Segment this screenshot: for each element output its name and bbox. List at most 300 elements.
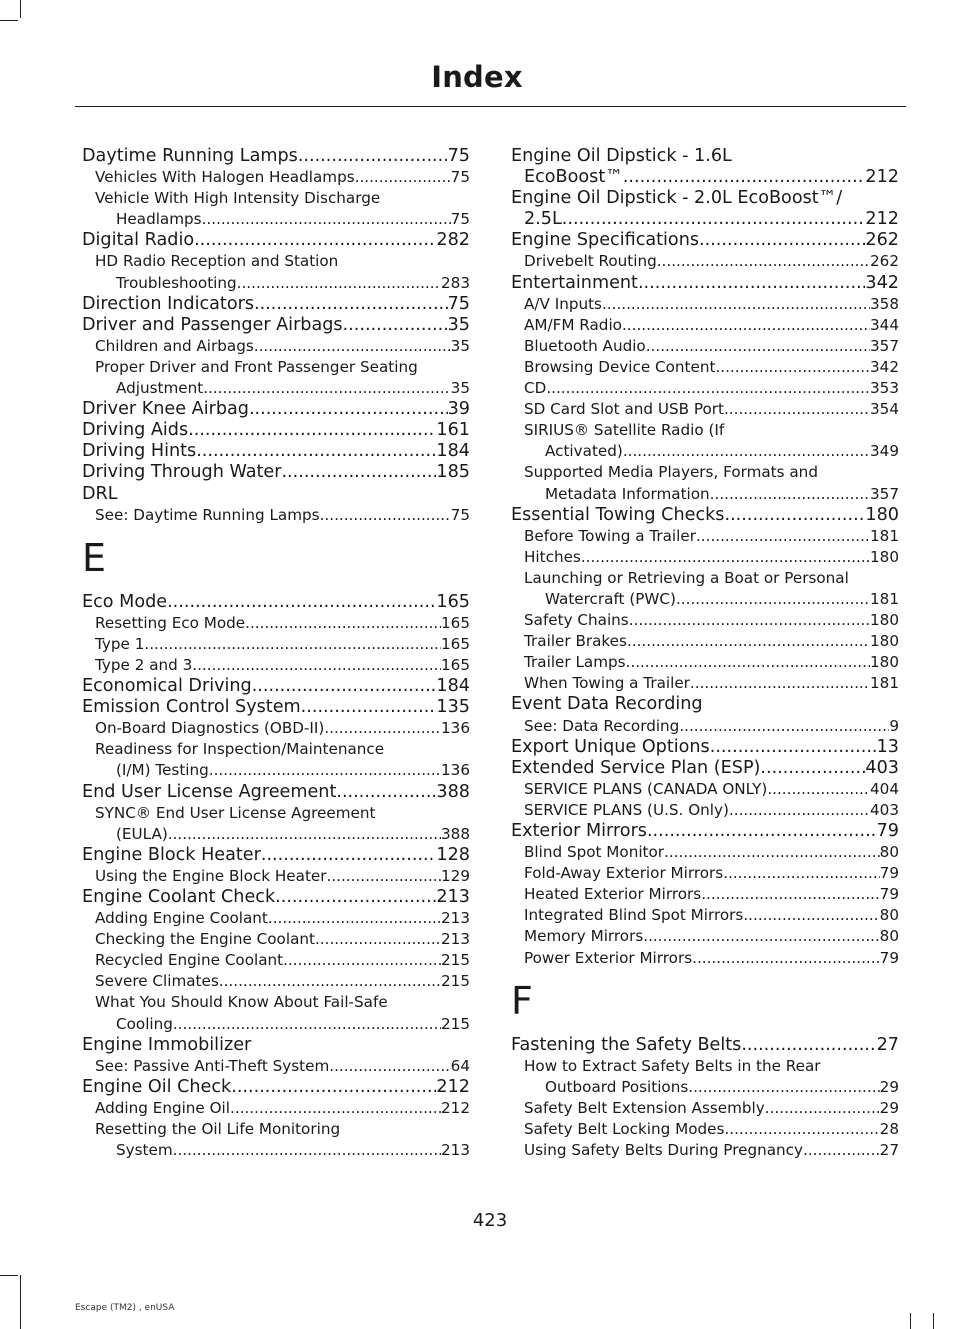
dot-leader: [268, 908, 441, 929]
index-subentry: [511, 399, 899, 420]
page-reference: 75: [450, 210, 470, 229]
page-number: 423: [472, 1210, 508, 1231]
index-subentry: [82, 1056, 470, 1077]
entry-label: CD: [524, 379, 547, 398]
index-subentry: [511, 441, 899, 462]
entry-label: Driving Aids: [82, 420, 189, 441]
entry-label: On-Board Diagnostics (OBD-II): [95, 719, 325, 738]
dot-leader: [343, 315, 448, 336]
entry-label: (EULA): [116, 824, 168, 843]
entry-label: Troubleshooting: [116, 273, 237, 292]
dot-leader: [741, 1035, 876, 1056]
dot-leader: [261, 845, 437, 866]
page-reference: 35: [450, 379, 470, 398]
entry-label: SERVICE PLANS (CANADA ONLY): [524, 779, 768, 798]
entry-label: Heated Exterior Mirrors: [524, 885, 702, 904]
index-subentry: [511, 863, 899, 884]
index-entry: [511, 230, 899, 251]
page-reference: 215: [441, 972, 470, 991]
page-reference: 283: [441, 273, 470, 292]
entry-label: System: [116, 1141, 173, 1160]
dot-leader: [710, 737, 877, 758]
page-reference: 13: [876, 736, 899, 757]
entry-label: Adding Engine Oil: [95, 1098, 230, 1117]
index-subentry: [511, 948, 899, 969]
index-subentry: [511, 926, 899, 947]
dot-leader: [767, 779, 870, 800]
dot-leader: [252, 676, 437, 697]
index-entry: [82, 1077, 470, 1098]
entry-label: Driver Knee Airbag: [82, 399, 249, 420]
index-entry: [82, 592, 470, 613]
entry-label: SD Card Slot and USB Port: [524, 400, 724, 419]
crop-mark: [20, 0, 21, 18]
entry-label: Type 2 and 3: [95, 655, 193, 674]
index-subentry: [82, 1140, 470, 1161]
index-entry: [82, 697, 470, 718]
entry-label: Adding Engine Coolant: [95, 909, 268, 928]
page-reference: 80: [879, 906, 899, 925]
index-subentry: [82, 273, 470, 294]
index-subentry: [82, 1014, 470, 1035]
entry-label: Driving Hints: [82, 441, 197, 462]
entry-label: Engine Specifications: [511, 230, 700, 251]
page-reference: 388: [441, 824, 470, 843]
index-subentry: [82, 378, 470, 399]
entry-label: Digital Radio: [82, 230, 195, 251]
index-subentry: [511, 251, 899, 272]
entry-label: Hitches: [524, 547, 581, 566]
page-reference: 185: [436, 462, 470, 483]
index-subentry: [82, 908, 470, 929]
entry-label: Driver and Passenger Airbags: [82, 314, 343, 335]
dot-leader: [144, 634, 441, 655]
page-reference: 342: [865, 272, 899, 293]
entry-label: Headlamps: [116, 210, 202, 229]
index-entry: [82, 462, 470, 483]
page-reference: 213: [441, 909, 470, 928]
dot-leader: [626, 652, 870, 673]
index-heading: Readiness for Inspection/Maintenance: [95, 740, 385, 759]
entry-label: Using the Engine Block Heater: [95, 866, 327, 885]
entry-label: Before Towing a Trailer: [524, 526, 696, 545]
page-reference: 79: [879, 864, 899, 883]
page-reference: 262: [870, 252, 899, 271]
section-letter: F: [511, 978, 533, 1023]
dot-leader: [546, 378, 870, 399]
page-reference: 212: [865, 167, 899, 188]
dot-leader: [679, 716, 889, 737]
dot-leader: [275, 887, 436, 908]
index-heading: Engine Immobilizer: [82, 1034, 252, 1055]
entry-label: Power Exterior Mirrors: [524, 948, 693, 967]
index-entry: [82, 230, 470, 251]
index-entry: [82, 420, 470, 441]
crop-mark: [933, 1313, 934, 1329]
dot-leader: [168, 824, 441, 845]
page-reference: 165: [441, 634, 470, 653]
dot-leader: [192, 655, 441, 676]
page-reference: 357: [870, 484, 899, 503]
dot-leader: [715, 357, 870, 378]
page-reference: 403: [865, 757, 899, 778]
index-subentry: [511, 884, 899, 905]
entry-label: Activated): [545, 442, 623, 461]
entry-label: See: Data Recording: [524, 716, 680, 735]
page-reference: 353: [870, 379, 899, 398]
index-subentry: [511, 905, 899, 926]
dot-leader: [647, 821, 877, 842]
dot-leader: [622, 315, 870, 336]
index-entry: [511, 209, 899, 230]
crop-mark: [20, 1275, 21, 1329]
index-entry: [82, 146, 470, 167]
entry-label: Integrated Blind Spot Mirrors: [524, 906, 744, 925]
entry-label: Trailer Lamps: [524, 653, 626, 672]
page-reference: 181: [870, 526, 899, 545]
entry-label: Bluetooth Audio: [524, 336, 646, 355]
entry-label: Exterior Mirrors: [511, 821, 647, 841]
page-reference: 165: [436, 591, 470, 612]
dot-leader: [209, 760, 441, 781]
index-heading: Event Data Recording: [511, 694, 703, 715]
entry-label: Memory Mirrors: [524, 927, 644, 946]
index-subentry: [82, 613, 470, 634]
page-reference: 262: [865, 230, 899, 251]
page-reference: 213: [436, 887, 470, 907]
dot-leader: [690, 673, 870, 694]
dot-leader: [696, 526, 870, 547]
dot-leader: [723, 863, 879, 884]
dot-leader: [724, 505, 865, 526]
page-reference: 128: [436, 844, 470, 865]
page-reference: 136: [441, 719, 470, 738]
dot-leader: [623, 441, 870, 462]
dot-leader: [194, 230, 436, 251]
dot-leader: [327, 866, 442, 887]
index-heading: What You Should Know About Fail-Safe: [95, 993, 388, 1012]
page-reference: 403: [870, 800, 899, 819]
entry-label: EcoBoost™: [524, 167, 623, 188]
index-subentry: [82, 866, 470, 887]
page-reference: 212: [436, 1076, 470, 1097]
entry-label: Using Safety Belts During Pregnancy: [524, 1141, 803, 1160]
dot-leader: [760, 758, 865, 779]
entry-label: Children and Airbags: [95, 336, 254, 355]
page-reference: 35: [450, 336, 470, 355]
dot-leader: [173, 1140, 441, 1161]
index-entry: [511, 505, 899, 526]
page-reference: 75: [447, 293, 470, 314]
index-heading: SIRIUS® Satellite Radio (If: [524, 421, 725, 440]
entry-label: Browsing Device Content: [524, 357, 716, 376]
index-subentry: [82, 655, 470, 676]
entry-label: AM/FM Radio: [524, 315, 622, 334]
index-subentry: [511, 631, 899, 652]
index-heading: DRL: [82, 483, 118, 504]
index-entry: [82, 315, 470, 336]
dot-leader: [355, 167, 451, 188]
page-reference: 184: [436, 676, 470, 697]
entry-label: Engine Coolant Check: [82, 887, 276, 907]
entry-label: Engine Oil Check: [82, 1076, 232, 1097]
page-reference: 80: [879, 843, 899, 862]
dot-leader: [219, 971, 441, 992]
page-reference: 180: [870, 632, 899, 651]
index-entry: [511, 273, 899, 294]
crop-mark: [0, 20, 18, 21]
index-entry: [82, 441, 470, 462]
entry-label: Checking the Engine Coolant: [95, 930, 315, 949]
page-reference: 79: [876, 821, 899, 841]
index-column-left: [82, 146, 470, 1161]
dot-leader: [699, 230, 865, 251]
index-entry: [82, 782, 470, 803]
entry-label: End User License Agreement: [82, 781, 337, 802]
dot-leader: [196, 441, 436, 462]
page-reference: 129: [441, 866, 470, 885]
page-reference: 181: [870, 589, 899, 608]
entry-label: Watercraft (PWC): [545, 589, 676, 608]
dot-leader: [729, 800, 870, 821]
index-entry: [511, 1035, 899, 1056]
index-entry: [511, 737, 899, 758]
page-reference: 212: [441, 1098, 470, 1117]
index-subentry: [511, 315, 899, 336]
page-reference: 212: [865, 209, 899, 230]
dot-leader: [245, 613, 441, 634]
index-heading: How to Extract Safety Belts in the Rear: [524, 1056, 821, 1075]
index-subentry: [511, 842, 899, 863]
dot-leader: [643, 926, 879, 947]
dot-leader: [298, 146, 448, 167]
index-subentry: [511, 673, 899, 694]
dot-leader: [324, 718, 441, 739]
index-subentry: [511, 652, 899, 673]
page-reference: 29: [879, 1098, 899, 1117]
index-subentry: [82, 1098, 470, 1119]
index-column-right: [511, 146, 899, 1161]
page-reference: 136: [441, 761, 470, 780]
index-entry: [511, 167, 899, 188]
index-subentry: [511, 779, 899, 800]
index-heading: Engine Oil Dipstick - 2.0L EcoBoost™/: [511, 188, 843, 209]
entry-label: (I/M) Testing: [116, 761, 209, 780]
page-reference: 64: [450, 1056, 470, 1075]
dot-leader: [646, 336, 870, 357]
dot-leader: [281, 462, 436, 483]
index-subentry: [511, 716, 899, 737]
footer-text: Escape (TM2) , enUSA: [75, 1303, 175, 1313]
index-subentry: [511, 357, 899, 378]
index-entry: [82, 676, 470, 697]
entry-label: Entertainment: [511, 272, 638, 293]
entry-label: Safety Chains: [524, 611, 629, 630]
entry-label: Export Unique Options: [511, 736, 710, 757]
index-subentry: [82, 718, 470, 739]
index-subentry: [511, 1140, 899, 1161]
dot-leader: [629, 610, 870, 631]
page-reference: 165: [441, 655, 470, 674]
entry-label: Severe Climates: [95, 972, 219, 991]
page-reference: 75: [450, 505, 470, 524]
page-title: Index: [431, 60, 523, 94]
index-subentry: [511, 547, 899, 568]
page-reference: 215: [441, 1014, 470, 1033]
page-reference: 39: [447, 399, 470, 420]
entry-label: A/V Inputs: [524, 294, 602, 313]
page-reference: 180: [865, 504, 899, 525]
dot-leader: [664, 842, 880, 863]
index-heading: Launching or Retrieving a Boat or Personal: [524, 568, 849, 587]
index-subentry: [82, 971, 470, 992]
dot-leader: [724, 399, 870, 420]
entry-label: Trailer Brakes: [524, 632, 627, 651]
dot-leader: [336, 782, 436, 803]
entry-label: Fastening the Safety Belts: [511, 1034, 742, 1055]
page-reference: 349: [870, 442, 899, 461]
page-reference: 79: [879, 885, 899, 904]
dot-leader: [688, 1077, 879, 1098]
entry-label: Recycled Engine Coolant: [95, 951, 284, 970]
entry-label: Safety Belt Extension Assembly: [524, 1098, 765, 1117]
index-entry: [82, 887, 470, 908]
page-reference: 180: [870, 611, 899, 630]
dot-leader: [315, 929, 441, 950]
index-subentry: [82, 167, 470, 188]
entry-label: 2.5L: [524, 209, 562, 230]
entry-label: Vehicles With Halogen Headlamps: [95, 168, 355, 187]
page-reference: 28: [879, 1120, 899, 1139]
index-subentry: [511, 610, 899, 631]
dot-leader: [188, 420, 436, 441]
dot-leader: [254, 336, 451, 357]
index-subentry: [82, 824, 470, 845]
index-heading: Supported Media Players, Formats and: [524, 463, 818, 482]
index-heading: Engine Oil Dipstick - 1.6L: [511, 146, 732, 166]
page-reference: 388: [436, 781, 470, 802]
index-subentry: [511, 1098, 899, 1119]
dot-leader: [638, 273, 865, 294]
entry-label: Engine Block Heater: [82, 844, 261, 865]
entry-label: Emission Control System: [82, 697, 301, 718]
page-reference: 180: [870, 547, 899, 566]
index-subentry: [511, 1119, 899, 1140]
page-reference: 135: [436, 697, 470, 718]
entry-label: Blind Spot Monitor: [524, 843, 665, 862]
index-subentry: [82, 505, 470, 526]
entry-label: Daytime Running Lamps: [82, 146, 298, 166]
page-reference: 75: [450, 168, 470, 187]
page-reference: 215: [441, 951, 470, 970]
entry-label: Drivebelt Routing: [524, 252, 657, 271]
entry-label: Outboard Positions: [545, 1077, 689, 1096]
dot-leader: [173, 1014, 441, 1035]
dot-leader: [623, 167, 866, 188]
index-subentry: [511, 800, 899, 821]
entry-label: Resetting Eco Mode: [95, 613, 246, 632]
entry-label: Fold-Away Exterior Mirrors: [524, 864, 724, 883]
crop-mark: [910, 1313, 911, 1329]
entry-label: Type 1: [95, 634, 145, 653]
dot-leader: [203, 378, 450, 399]
section-letter: E: [82, 535, 107, 580]
entry-label: Adjustment: [116, 379, 204, 398]
index-entry: [82, 845, 470, 866]
index-subentry: [82, 950, 470, 971]
index-subentry: [511, 589, 899, 610]
entry-label: See: Daytime Running Lamps: [95, 505, 320, 524]
index-subentry: [82, 209, 470, 230]
dot-leader: [657, 251, 870, 272]
dot-leader: [254, 294, 448, 315]
dot-leader: [283, 950, 441, 971]
entry-label: Driving Through Water: [82, 462, 282, 483]
page-reference: 165: [441, 613, 470, 632]
index-subentry: [511, 526, 899, 547]
title-rule: [75, 106, 906, 107]
index-subentry: [511, 1077, 899, 1098]
dot-leader: [320, 505, 451, 526]
dot-leader: [743, 905, 879, 926]
page-reference: 79: [879, 948, 899, 967]
page-reference: 75: [447, 146, 470, 166]
dot-leader: [167, 592, 436, 613]
entry-label: Essential Towing Checks: [511, 504, 725, 525]
index-subentry: [511, 484, 899, 505]
crop-mark: [0, 1275, 18, 1276]
dot-leader: [329, 1056, 450, 1077]
index-subentry: [511, 378, 899, 399]
page-reference: 180: [870, 653, 899, 672]
page-reference: 282: [436, 230, 470, 251]
index-heading: Vehicle With High Intensity Discharge: [95, 189, 381, 208]
page-reference: 342: [870, 357, 899, 376]
page-reference: 35: [447, 314, 470, 335]
page-reference: 213: [441, 930, 470, 949]
dot-leader: [202, 209, 451, 230]
entry-label: Safety Belt Locking Modes: [524, 1120, 725, 1139]
dot-leader: [803, 1140, 880, 1161]
index-entry: [511, 821, 899, 842]
index-heading: Resetting the Oil Life Monitoring: [95, 1120, 341, 1139]
entry-label: When Towing a Trailer: [524, 674, 690, 693]
dot-leader: [237, 273, 441, 294]
entry-label: Direction Indicators: [82, 293, 254, 314]
index-subentry: [82, 634, 470, 655]
dot-leader: [249, 399, 448, 420]
dot-leader: [765, 1098, 880, 1119]
dot-leader: [301, 697, 437, 718]
dot-leader: [701, 884, 879, 905]
index-entry: [82, 294, 470, 315]
page-reference: 344: [870, 315, 899, 334]
page-reference: 27: [879, 1141, 899, 1160]
index-subentry: [82, 760, 470, 781]
index-subentry: [511, 294, 899, 315]
dot-leader: [562, 209, 866, 230]
entry-label: Economical Driving: [82, 676, 252, 697]
dot-leader: [231, 1077, 436, 1098]
index-entry: [511, 758, 899, 779]
page-reference: 181: [870, 674, 899, 693]
dot-leader: [692, 948, 880, 969]
dot-leader: [710, 484, 870, 505]
page-reference: 9: [889, 716, 899, 735]
dot-leader: [602, 294, 870, 315]
entry-label: Extended Service Plan (ESP): [511, 757, 761, 778]
entry-label: SERVICE PLANS (U.S. Only): [524, 800, 729, 819]
